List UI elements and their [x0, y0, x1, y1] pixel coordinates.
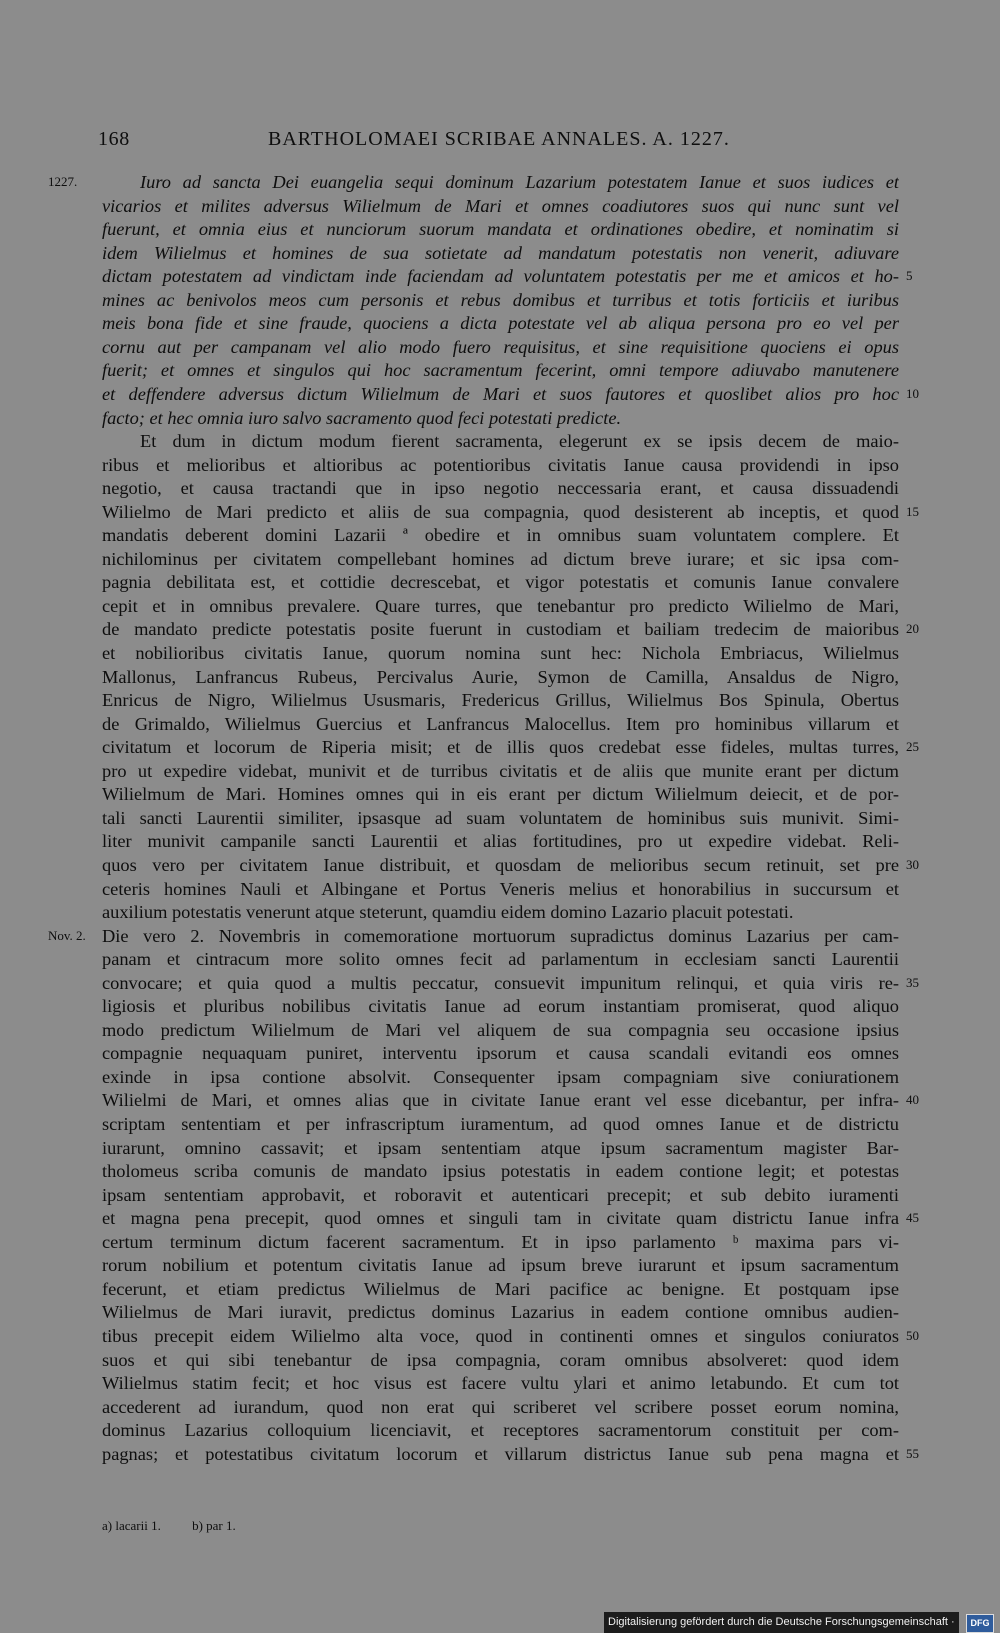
running-title: BARTHOLOMAEI SCRIBAE ANNALES. A. 1227. — [268, 128, 730, 150]
text-line: facto; et hec omnia iuro salvo sacramento quod feci potestati predicte. — [102, 407, 622, 428]
text-line: dominus Lazarius colloquium licenciavit, et receptores sacramentorum constituit per com- — [102, 1420, 899, 1441]
text-line: mines ac benivolos meos cum personis et rebus domibus et turribus et totis forticiis et iuribus — [102, 289, 899, 310]
text-line: de Grimaldo, Wilielmus Guercius et Lanfrancus Malocellus. Item pro hominibus villarum et — [102, 713, 899, 734]
text-line: civitatum et locorum de Riperia misit; et de illis quos credebat esse fideles, multas turres, — [102, 737, 899, 758]
text-line: et nobilioribus civitatis Ianue, quorum nomina sunt hec: Nichola Embriacus, Wilielmus — [102, 643, 899, 663]
text-line: fuerit; et omnes et singulos qui hoc sacramentum fecerint, omni tempore adiuvabo manutenere — [102, 360, 899, 381]
text-line: Wilielmus statim fecit; et hoc visus est facere vultu ylari et animo letabundo. Et cum tot — [102, 1373, 899, 1394]
text-line: cepit et in omnibus prevalere. Quare turres, que tenebantur pro predicto Wilielmo de Mari, — [102, 595, 899, 616]
text-line: Wilielmus de Mari iuravit, predictus dominus Lazarius in eadem contione omnibus audien- — [102, 1302, 899, 1323]
text-line: ligiosis et pluribus nobilibus civitatis Ianue ad eorum instantiam promiserat, quod aliquo — [102, 996, 899, 1017]
text-line: Enricus de Nigro, Wilielmus Ususmaris, Fredericus Grillus, Wilielmus Bos Spinula, Obertus — [102, 690, 899, 711]
line-number: 40 — [906, 1092, 919, 1108]
page-header — [0, 128, 1000, 158]
text-line: convocare; et quia quod a multis peccatur, consuevit impunitum relinqui, et quia viris re- — [102, 972, 899, 993]
text-line: panam et cintracum more solito omnes fecit ad parlamentum in ecclesiam sancti Laurentii — [102, 949, 899, 970]
text-line: ipsam sententiam approbavit, et roboravit et autenticari precepit; et sub debito iuramenti — [102, 1184, 899, 1205]
line-number: 50 — [906, 1327, 919, 1343]
line-number: 20 — [906, 621, 919, 637]
text-line: exinde in ipsa contione absolvit. Consequenter ipsam compagniam sive coniurationem — [102, 1066, 899, 1087]
text-line: fecerunt, et etiam predictus Wilielmus de Mari pacifice ac benigne. Et postquam ipse — [102, 1278, 899, 1299]
text-line: scriptam sententiam et per infrascriptum iuramentum, ad quod omnes Ianue et de districtu — [102, 1114, 899, 1134]
footnotes — [102, 1516, 264, 1536]
text-line: vicarios et milites adversus Wilielmum de Mari et omnes coadiutores suos qui nunc sunt vel — [102, 195, 899, 216]
text-line: de mandato predicte potestatis posite fuerunt in custodiam et bailiam tredecim de maioribus — [102, 619, 899, 640]
footer-credit: Digitalisierung gefördert durch die Deutsche Forschungsgemeinschaft · — [604, 1612, 959, 1633]
text-line: pro ut expedire videbat, munivit et de turribus civitatis et de aliis que munite erant per dictum — [102, 760, 899, 781]
text-line: dictam potestatem ad vindictam inde faciendam ad voluntatem potestatis per me et amicos et ho- — [102, 266, 899, 287]
line-number: 5 — [906, 268, 913, 284]
text-line: Mallonus, Lanfrancus Rubeus, Percivalus Aurie, Symon de Camilla, Ansaldus de Nigro, — [102, 666, 899, 687]
line-number: 45 — [906, 1210, 919, 1226]
text-line: mandatis deberent domini Lazarii ª obedire et in omnibus suam voluntatem complere. Et — [102, 525, 899, 546]
text-line: ceteris homines Nauli et Albingane et Portus Veneris melius et honorabilius in succursum et — [102, 878, 899, 899]
text-line: suos et qui sibi tenebantur de ipsa compagnia, coram omnibus absolveret: quod idem — [102, 1349, 899, 1370]
text-line: tholomeus scriba comunis de mandato ipsius potestatis in eadem contione legit; et potestas — [102, 1161, 899, 1182]
text-line: accederent ad iurandum, quod non erat qui scriberet vel scribere posset eorum nomina, — [102, 1396, 899, 1417]
text-line: tibus precepit eidem Wilielmo alta voce, quod in continenti omnes et singulos coniuratos — [102, 1325, 899, 1346]
footnote-a: a) lacarii 1. — [102, 1518, 161, 1533]
line-number: 55 — [906, 1445, 919, 1461]
line-number: 35 — [906, 974, 919, 990]
text-line: pagnas; et potestatibus civitatum locorum et villarum districtus Ianue sub pena magna et — [102, 1443, 899, 1464]
line-number: 30 — [906, 856, 919, 872]
text-line: rorum nobilium et potentum civitatis Ianue ad ipsum breve iurarunt et ipsum sacramentum — [102, 1255, 899, 1276]
dfg-logo-icon: DFG — [966, 1614, 994, 1633]
line-number: 10 — [906, 385, 919, 401]
text-line: et magna pena precepit, quod omnes et singuli tam in civitate quam districtu Ianue infra — [102, 1208, 899, 1229]
text-line: cornu aut per campanam vel alio modo fuero requisitus, et sine requisitione quociens ei opus — [102, 336, 899, 357]
footnote-b: b) par 1. — [192, 1518, 236, 1533]
text-line: Wilielmum de Mari. Homines omnes qui in eis erant per dictum Wilielmum deiecit, et de por- — [102, 784, 899, 805]
text-line: fuerunt, et omnia eius et nunciorum suorum mandata et ordinationes obedire, et nominatim si — [102, 219, 899, 240]
text-line: negotio, et causa tractandi que in ipso negotio neccessaria erant, et causa dissuadendi — [102, 478, 899, 499]
text-line: quos vero per civitatem Ianue distribuit, et quosdam de melioribus secum retinuit, set pre — [102, 854, 899, 875]
text-line: pagnia debilitata est, et cottidie decrescebat, et vigor potestatis et comunis Ianue convalere — [102, 572, 899, 593]
text-line: liter munivit campanile sancti Laurentii et alias fortitudines, pro ut expedire videbat. Reli- — [102, 831, 899, 852]
margin-date: Nov. 2. — [48, 927, 86, 943]
text-line: compagnie nequaquam puniret, interventu ipsorum et causa scandali evitandi eos omnes — [102, 1043, 899, 1064]
page-number: 168 — [98, 128, 130, 150]
text-line: iurarunt, omnino cassavit; et ipsam sententiam atque ipsum sacramentum magister Bar- — [102, 1137, 899, 1158]
text-line: Wilielmi de Mari, et omnes alias que in civitate Ianue erant vel esse dicebantur, per infra- — [102, 1090, 899, 1111]
line-number: 25 — [906, 739, 919, 755]
line-number: 15 — [906, 503, 919, 519]
text-line: auxilium potestatis venerunt atque steterunt, quamdiu eidem domino Lazario placuit potestati. — [102, 902, 794, 923]
margin-date: 1227. — [48, 174, 78, 189]
text-line: Iuro ad sancta Dei euangelia sequi dominum Lazarium potestatem Ianue et suos iudices et — [140, 172, 899, 192]
text-line: Et dum in dictum modum fierent sacramenta, elegerunt ex se ipsis decem de maio- — [140, 431, 899, 452]
text-line: idem Wilielmus et homines de sua sotietate ad mandatum potestatis non venerit, adiuvare — [102, 242, 899, 263]
text-line: modo predictum Wilielmum de Mari vel aliquem de sua compagnia seu occasione ipsius — [102, 1019, 899, 1040]
text-line: Wilielmo de Mari predicto et aliis de sua compagnia, quod desisterent ab inceptis, et quod — [102, 501, 899, 522]
text-line: et deffendere adversus dictum Wilielmum de Mari et suos fautores et quoslibet alios pro hoc — [102, 383, 899, 404]
text-line: tali sancti Laurentii similiter, ipsasque ad suam voluntatem de hominibus suis munivit. Simi- — [102, 807, 899, 828]
text-line: meis bona fide et sine fraude, quociens a dicta potestate vel ab aliqua persona pro eo vel per — [102, 313, 899, 334]
text-line: ribus et melioribus et altioribus ac potentioribus civitatis Ianue causa providendi in ipso — [102, 454, 899, 475]
text-line: Die vero 2. Novembris in comemoratione mortuorum supradictus dominus Lazarius per cam- — [102, 925, 899, 946]
text-line: certum terminum dictum facerent sacramentum. Et in ipso parlamento ᵇ maxima pars vi- — [102, 1231, 899, 1252]
text-line: nichilominus per civitatem compellebant homines ad dictum breve iurare; et sic ipsa com- — [102, 548, 899, 569]
